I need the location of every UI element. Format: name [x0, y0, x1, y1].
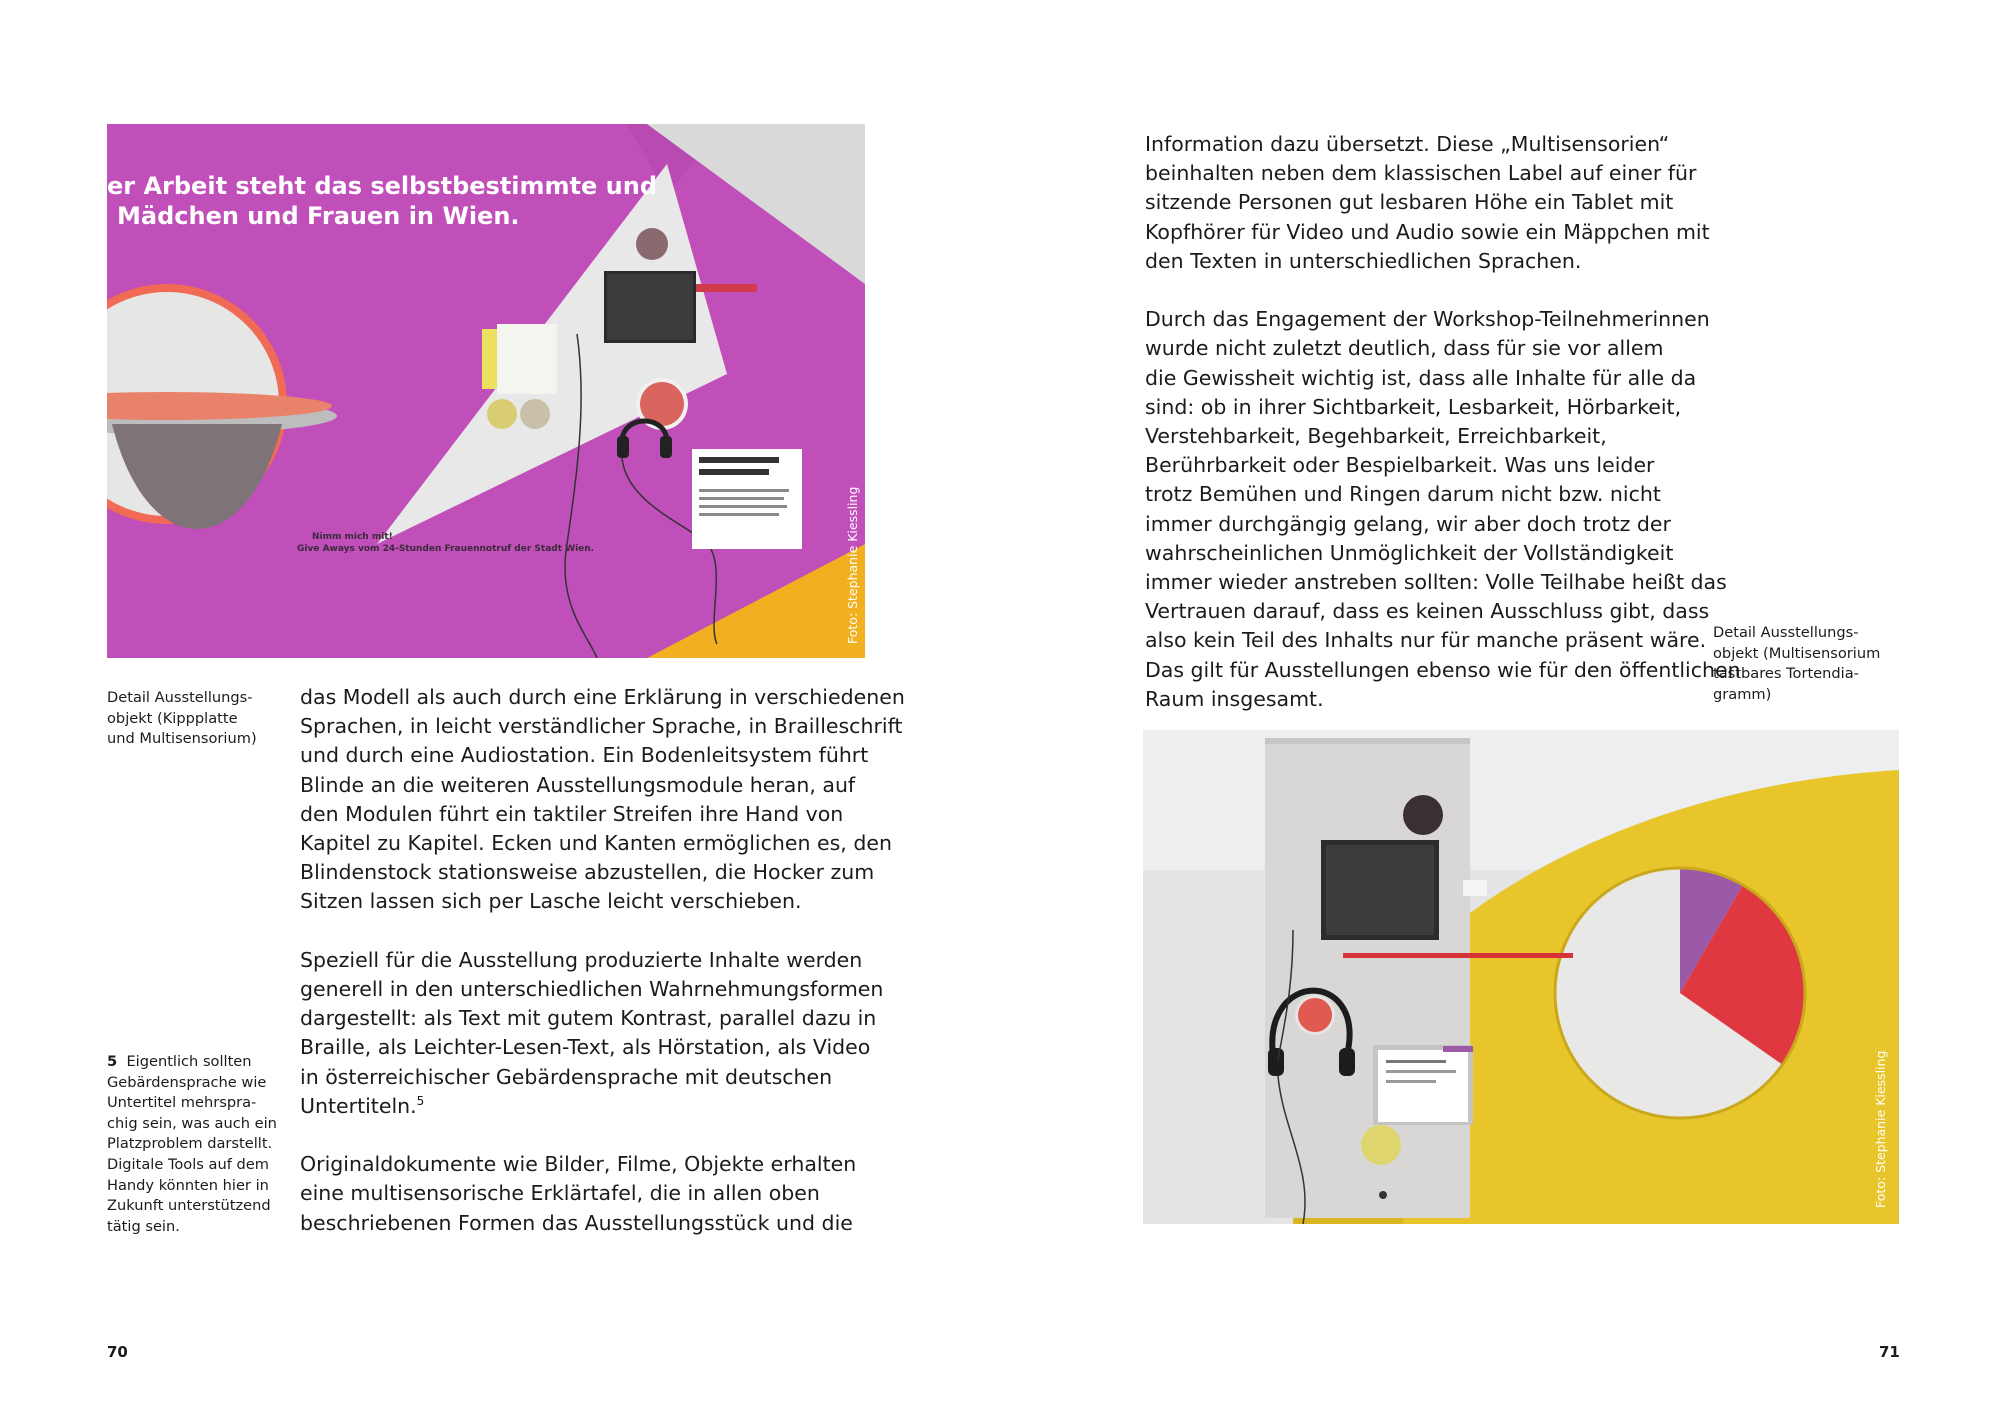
- text-line: also kein Teil des Inhalts nur für manche präsent wäre.: [1145, 628, 1707, 653]
- text-line: beinhalten neben dem klassischen Label auf einer für: [1145, 161, 1697, 186]
- text-line: den Modulen führt ein taktiler Streifen ihre Hand von: [300, 801, 844, 826]
- footnote-line: Platzproblem darstellt.: [107, 1135, 273, 1153]
- text-line: Vertrauen darauf, dass es keinen Ausschluss gibt, dass: [1145, 599, 1710, 624]
- text-line: wahrscheinlichen Unmöglichkeit der Vollständigkeit: [1145, 540, 1674, 565]
- giveaway-text-2: Give Aways vom 24-Stunden Frauennotruf der Stadt Wien.: [297, 544, 595, 554]
- text-line: das Modell als auch durch eine Erklärung in verschiedenen: [300, 685, 905, 709]
- footnote-line: Zukunft unterstützend: [107, 1197, 271, 1215]
- right-body-text: [1145, 130, 1741, 714]
- text-line: Das gilt für Ausstellungen ebenso wie für den öffentlichen: [1145, 657, 1741, 682]
- text-line: Kapitel zu Kapitel. Ecken und Kanten ermöglichen es, den: [300, 831, 892, 856]
- paragraph: [1145, 130, 1741, 276]
- text-line: Sprachen, in leicht verständlicher Sprache, in Brailleschrift: [300, 714, 903, 739]
- caption-line: objekt (Multisensorium: [1713, 644, 1881, 662]
- text-line: Berührbarkeit oder Bespielbarkeit. Was uns leider: [1145, 453, 1655, 478]
- wall-text-line-2: Mädchen und Frauen in Wien.: [117, 202, 520, 230]
- text-line: Kopfhörer für Video und Audio sowie ein Mäppchen mit: [1145, 219, 1710, 244]
- text-line: immer durchgängig gelang, wir aber doch trotz der: [1145, 511, 1671, 536]
- text-line: Blindenstock stationsweise abzustellen, die Hocker zum: [300, 860, 875, 885]
- footnote-text: Eigentlich sollten: [126, 1053, 252, 1070]
- text-line: Information dazu übersetzt. Diese „Multisensorien“: [1145, 132, 1670, 156]
- text-line: generell in den unterschiedlichen Wahrnehmungsformen: [300, 977, 884, 1002]
- text-line: den Texten in unterschiedlichen Sprachen.: [1145, 248, 1582, 273]
- footnote-reference[interactable]: 5: [416, 1094, 425, 1108]
- text-line: Sitzen lassen sich per Lasche leicht verschieben.: [300, 889, 802, 914]
- footnote-5: [107, 1052, 277, 1237]
- footnote-line: Handy könnten hier in: [107, 1176, 269, 1194]
- caption-right: [1713, 623, 1880, 705]
- caption-left: [107, 688, 257, 750]
- text-line: beschriebenen Formen das Ausstellungsstück und die: [300, 1210, 853, 1235]
- text-line-end: Untertiteln.: [300, 1093, 417, 1118]
- exhibit-photo-pie-chart: [1143, 730, 1899, 1224]
- text-line: Durch das Engagement der Workshop-Teilnehmerinnen: [1145, 307, 1710, 332]
- giveaway-text-1: Nimm mich mit!: [312, 532, 393, 542]
- footnote-line: tätig sein.: [107, 1217, 180, 1235]
- caption-line: gramm): [1713, 685, 1772, 703]
- footnote-line: Untertitel mehrspra-: [107, 1094, 257, 1112]
- text-line: dargestellt: als Text mit gutem Kontrast, parallel dazu in: [300, 1006, 877, 1031]
- paragraph: [1145, 305, 1741, 714]
- footnote-line: Gebärdensprache wie: [107, 1073, 267, 1091]
- text-line: in österreichischer Gebärdensprache mit deutschen: [300, 1064, 833, 1089]
- left-body-text: [300, 683, 905, 1238]
- footnote-line: chig sein, was auch ein: [107, 1114, 277, 1132]
- paragraph: [300, 946, 905, 1121]
- text-line: immer wieder anstreben sollten: Volle Teilhabe heißt das: [1145, 570, 1727, 595]
- text-line: Originaldokumente wie Bilder, Filme, Objekte erhalten: [300, 1152, 857, 1177]
- caption-line: Detail Ausstellungs-: [107, 689, 253, 706]
- paragraph: [300, 683, 905, 917]
- caption-line: und Multisensorium): [107, 730, 257, 748]
- page-number-left: 70: [107, 1343, 128, 1361]
- caption-line: Detail Ausstellungs-: [1713, 624, 1859, 641]
- footnote-line: Digitale Tools auf dem: [107, 1155, 269, 1173]
- text-line: die Gewissheit wichtig ist, dass alle Inhalte für alle da: [1145, 365, 1697, 390]
- text-line: trotz Bemühen und Ringen darum nicht bzw. nicht: [1145, 482, 1661, 507]
- photo-credit: Foto: Stephanie Kiessling: [845, 486, 860, 644]
- text-line: wurde nicht zuletzt deutlich, dass für sie vor allem: [1145, 336, 1664, 361]
- text-line: Speziell für die Ausstellung produzierte Inhalte werden: [300, 947, 863, 972]
- text-line: und durch eine Audiostation. Ein Bodenleitsystem führt: [300, 743, 869, 768]
- wall-text-line-1: er Arbeit steht das selbstbestimmte und: [107, 172, 657, 200]
- paragraph: [300, 1150, 905, 1238]
- page-number-right: 71: [1879, 1343, 1900, 1361]
- text-line: Verstehbarkeit, Begehbarkeit, Erreichbarkeit,: [1145, 424, 1607, 449]
- text-line: sitzende Personen gut lesbaren Höhe ein Tablet mit: [1145, 190, 1674, 215]
- caption-line: objekt (Kippplatte: [107, 709, 238, 727]
- footnote-number: 5: [107, 1053, 118, 1070]
- text-line: Blinde an die weiteren Ausstellungsmodule heran, auf: [300, 772, 856, 797]
- text-line: [300, 1092, 905, 1121]
- text-line: sind: ob in ihrer Sichtbarkeit, Lesbarkeit, Hörbarkeit,: [1145, 394, 1682, 419]
- caption-line: tastbares Tortendia-: [1713, 665, 1859, 683]
- exhibit-photo-tilt-plate: [107, 124, 865, 658]
- text-line: Raum insgesamt.: [1145, 686, 1324, 711]
- footnote-line: [107, 1052, 277, 1073]
- text-line: eine multisensorische Erklärtafel, die in allen oben: [300, 1181, 820, 1206]
- photo-credit: Foto: Stephanie Kiessling: [1873, 1050, 1888, 1208]
- text-line: Braille, als Leichter-Lesen-Text, als Hörstation, als Video: [300, 1035, 871, 1060]
